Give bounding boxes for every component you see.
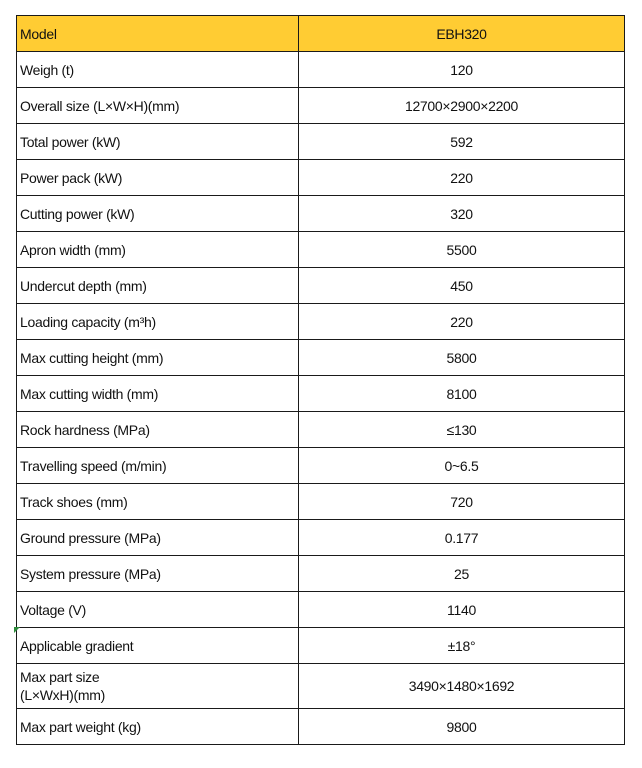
table-row (17, 412, 625, 448)
table-row (17, 340, 625, 376)
table-row (17, 376, 625, 412)
spec-value-cell: 8100 (299, 376, 625, 412)
spec-label-cell: Max cutting height (mm) (17, 340, 299, 376)
spec-label-cell: Undercut depth (mm) (17, 268, 299, 304)
spec-label-cell: Weigh (t) (17, 52, 299, 88)
spec-value-cell: 720 (299, 484, 625, 520)
spec-label-cell: System pressure (MPa) (17, 556, 299, 592)
spec-value-cell: 12700×2900×2200 (299, 88, 625, 124)
spec-value-cell: ≤130 (299, 412, 625, 448)
spec-label-cell: Track shoes (mm) (17, 484, 299, 520)
spec-value-cell: 320 (299, 196, 625, 232)
spec-label-cell: Loading capacity (m³h) (17, 304, 299, 340)
spec-label-cell: Max part weight (kg) (17, 709, 299, 745)
spec-value-cell: 25 (299, 556, 625, 592)
table-header-row (17, 16, 625, 52)
spec-label-cell: Travelling speed (m/min) (17, 448, 299, 484)
spec-table (16, 15, 625, 745)
spec-label-cell: Power pack (kW) (17, 160, 299, 196)
spec-label-cell: Max part size (L×WxH)(mm) (17, 664, 299, 709)
spec-value-cell: 5500 (299, 232, 625, 268)
table-row (17, 196, 625, 232)
table-row (17, 160, 625, 196)
table-row (17, 709, 625, 745)
table-row (17, 304, 625, 340)
spec-label-cell: Rock hardness (MPa) (17, 412, 299, 448)
spec-value-cell: 220 (299, 304, 625, 340)
table-row (17, 520, 625, 556)
spec-label-cell: Total power (kW) (17, 124, 299, 160)
spec-table-body (17, 16, 625, 745)
table-row (17, 268, 625, 304)
spec-value-cell: 0~6.5 (299, 448, 625, 484)
table-row (17, 664, 625, 709)
spec-value-cell: 592 (299, 124, 625, 160)
table-row (17, 556, 625, 592)
spec-label-cell: Apron width (mm) (17, 232, 299, 268)
spec-value-cell: 5800 (299, 340, 625, 376)
table-row (17, 592, 625, 628)
table-row (17, 484, 625, 520)
header-label-cell: Model (17, 16, 299, 52)
table-row (17, 124, 625, 160)
spec-value-cell: 3490×1480×1692 (299, 664, 625, 709)
spec-value-cell: 120 (299, 52, 625, 88)
spec-label-cell: Voltage (V) (17, 592, 299, 628)
table-row (17, 232, 625, 268)
spec-value-cell: 450 (299, 268, 625, 304)
spec-value-cell: 9800 (299, 709, 625, 745)
spec-label-cell: Ground pressure (MPa) (17, 520, 299, 556)
spec-value-cell: 1140 (299, 592, 625, 628)
table-row (17, 448, 625, 484)
spec-label-cell: Cutting power (kW) (17, 196, 299, 232)
spec-value-cell: ±18° (299, 628, 625, 664)
spec-label-cell: Applicable gradient (17, 628, 299, 664)
spec-label-cell: Overall size (L×W×H)(mm) (17, 88, 299, 124)
table-row (17, 88, 625, 124)
spec-label-cell: Max cutting width (mm) (17, 376, 299, 412)
table-row (17, 52, 625, 88)
table-row (17, 628, 625, 664)
header-value-cell: EBH320 (299, 16, 625, 52)
spec-value-cell: 220 (299, 160, 625, 196)
spec-value-cell: 0.177 (299, 520, 625, 556)
